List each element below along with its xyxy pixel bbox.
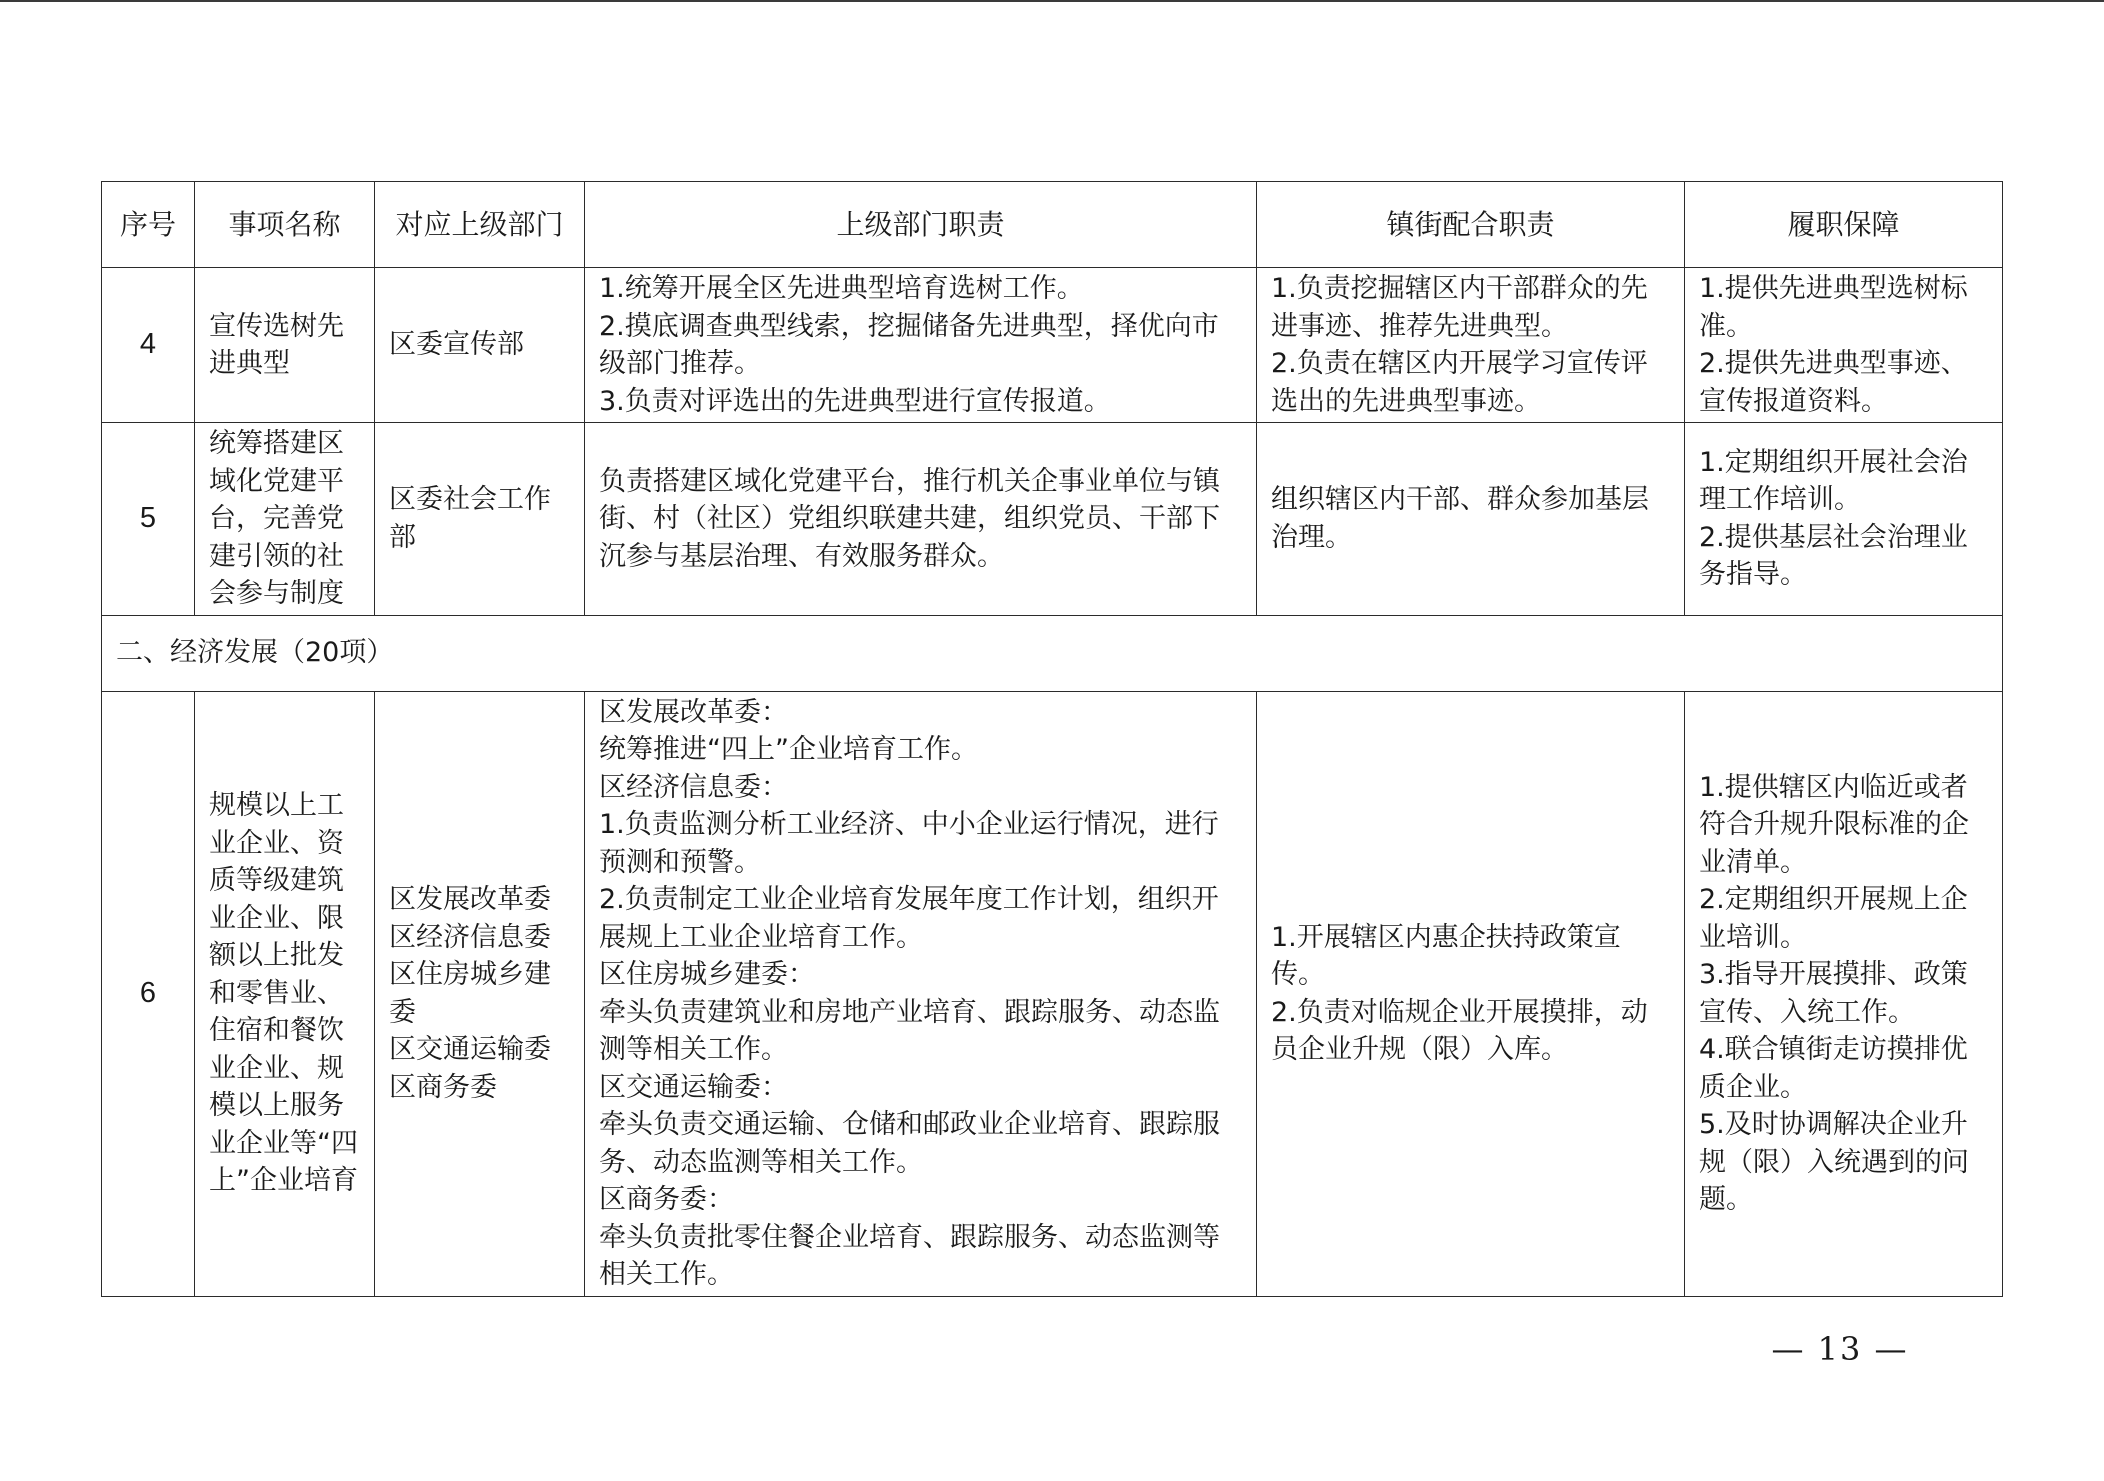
guarantee-line: 1.提供辖区内临近或者符合升规升限标准的企业清单。 [1699,771,1969,878]
dept-line: 区发展改革委 [389,884,551,915]
guarantee-line: 1.提供先进典型选树标准。 [1699,273,1968,342]
town-duties [1257,268,1685,423]
header-item-name: 事项名称 [195,182,375,268]
dept-line: 区商务委 [389,1071,497,1103]
item-name: 规模以上工业企业、资质等级建筑业企业、限额以上批发和零售业、住宿和餐饮业企业、规模以上服务业企业等“四上”企业培育 [195,691,375,1296]
duty-line: 1.开展辖区内惠企扶持政策宣传。 [1271,921,1621,990]
duty-table [101,181,2003,1297]
duty-line: 牵头负责建筑业和房地产业培育、跟踪服务、动态监测等相关工作。 [599,996,1220,1065]
duty-line: 2.摸底调查典型线索，挖掘储备先进典型，择优向市级部门推荐。 [599,310,1219,379]
row-number: 4 [102,268,195,423]
dept-line: 区住房城乡建委 [389,959,551,1028]
duty-line: 2.负责对临规企业开展摸排，动员企业升规（限）入库。 [1271,996,1648,1065]
duty-line: 区发展改革委： [599,696,788,728]
guarantee-line: 3.指导开展摸排、政策宣传、入统工作。 [1699,959,1968,1028]
dept-name: 区委社会工作部 [375,423,585,616]
item-name: 统筹搭建区域化党建平台，完善党建引领的社会参与制度 [195,423,375,616]
town-duties [1257,423,1685,616]
table-row [102,268,2003,423]
upper-duties [585,423,1257,616]
duty-line: 区商务委： [599,1184,734,1215]
duty-line: 组织辖区内干部、群众参加基层治理。 [1271,484,1649,553]
header-no: 序号 [102,182,195,268]
section-row [102,615,2003,691]
guarantee-line: 2.提供基层社会治理业务指导。 [1699,521,1968,591]
section-title: 二、经济发展（20项） [102,615,2003,691]
guarantee [1685,268,2003,423]
duty-line: 1.负责挖掘辖区内干部群众的先进事迹、推荐先进典型。 [1271,273,1648,342]
upper-duties [585,691,1257,1296]
guarantee-line: 5.及时协调解决企业升规（限）入统遇到的问题。 [1699,1109,1969,1215]
duty-line: 区住房城乡建委： [599,959,815,990]
guarantee [1685,423,2003,616]
header-guarantee: 履职保障 [1685,182,2003,268]
guarantee-line: 2.提供先进典型事迹、宣传报道资料。 [1699,348,1968,417]
duty-line: 负责搭建区域化党建平台，推行机关企事业单位与镇街、村（社区）党组织联建共建，组织党员、干部下沉参与基层治理、有效服务群众。 [599,465,1220,572]
item-name: 宣传选树先进典型 [195,268,375,423]
guarantee-line: 2.定期组织开展规上企业培训。 [1699,884,1968,953]
page-number: — 13 — [1771,1330,1909,1368]
row-number: 5 [102,423,195,616]
dept-line: 区交通运输委 [389,1034,551,1065]
dept-name: 区委宣传部 [375,268,585,423]
page-top-border [0,0,2104,2]
duty-line: 牵头负责交通运输、仓储和邮政业企业培育、跟踪服务、动态监测等相关工作。 [599,1109,1220,1178]
table-row [102,691,2003,1296]
table-header-row [102,182,2003,268]
header-dept: 对应上级部门 [375,182,585,268]
dept-list [375,691,585,1296]
duty-line: 1.负责监测分析工业经济、中小企业运行情况，进行预测和预警。 [599,809,1219,878]
table-row [102,423,2003,616]
duty-line: 牵头负责批零住餐企业培育、跟踪服务、动态监测等相关工作。 [599,1221,1220,1290]
duty-line: 2.负责在辖区内开展学习宣传评选出的先进典型事迹。 [1271,348,1648,417]
header-upper-duties: 上级部门职责 [585,182,1257,268]
duty-line: 1.统筹开展全区先进典型培育选树工作。 [599,273,1084,304]
duty-line: 区交通运输委： [599,1071,788,1103]
duty-line: 统筹推进“四上”企业培育工作。 [599,734,978,765]
duty-line: 区经济信息委： [599,771,788,803]
duty-line: 3.负责对评选出的先进典型进行宣传报道。 [599,385,1111,417]
header-town-duties: 镇街配合职责 [1257,182,1685,268]
duty-line: 2.负责制定工业企业培育发展年度工作计划，组织开展规上工业企业培育工作。 [599,884,1219,953]
upper-duties [585,268,1257,423]
dept-line: 区经济信息委 [389,921,551,953]
town-duties [1257,691,1685,1296]
row-number: 6 [102,691,195,1296]
guarantee [1685,691,2003,1296]
guarantee-line: 1.定期组织开展社会治理工作培训。 [1699,446,1968,516]
guarantee-line: 4.联合镇街走访摸排优质企业。 [1699,1034,1968,1103]
